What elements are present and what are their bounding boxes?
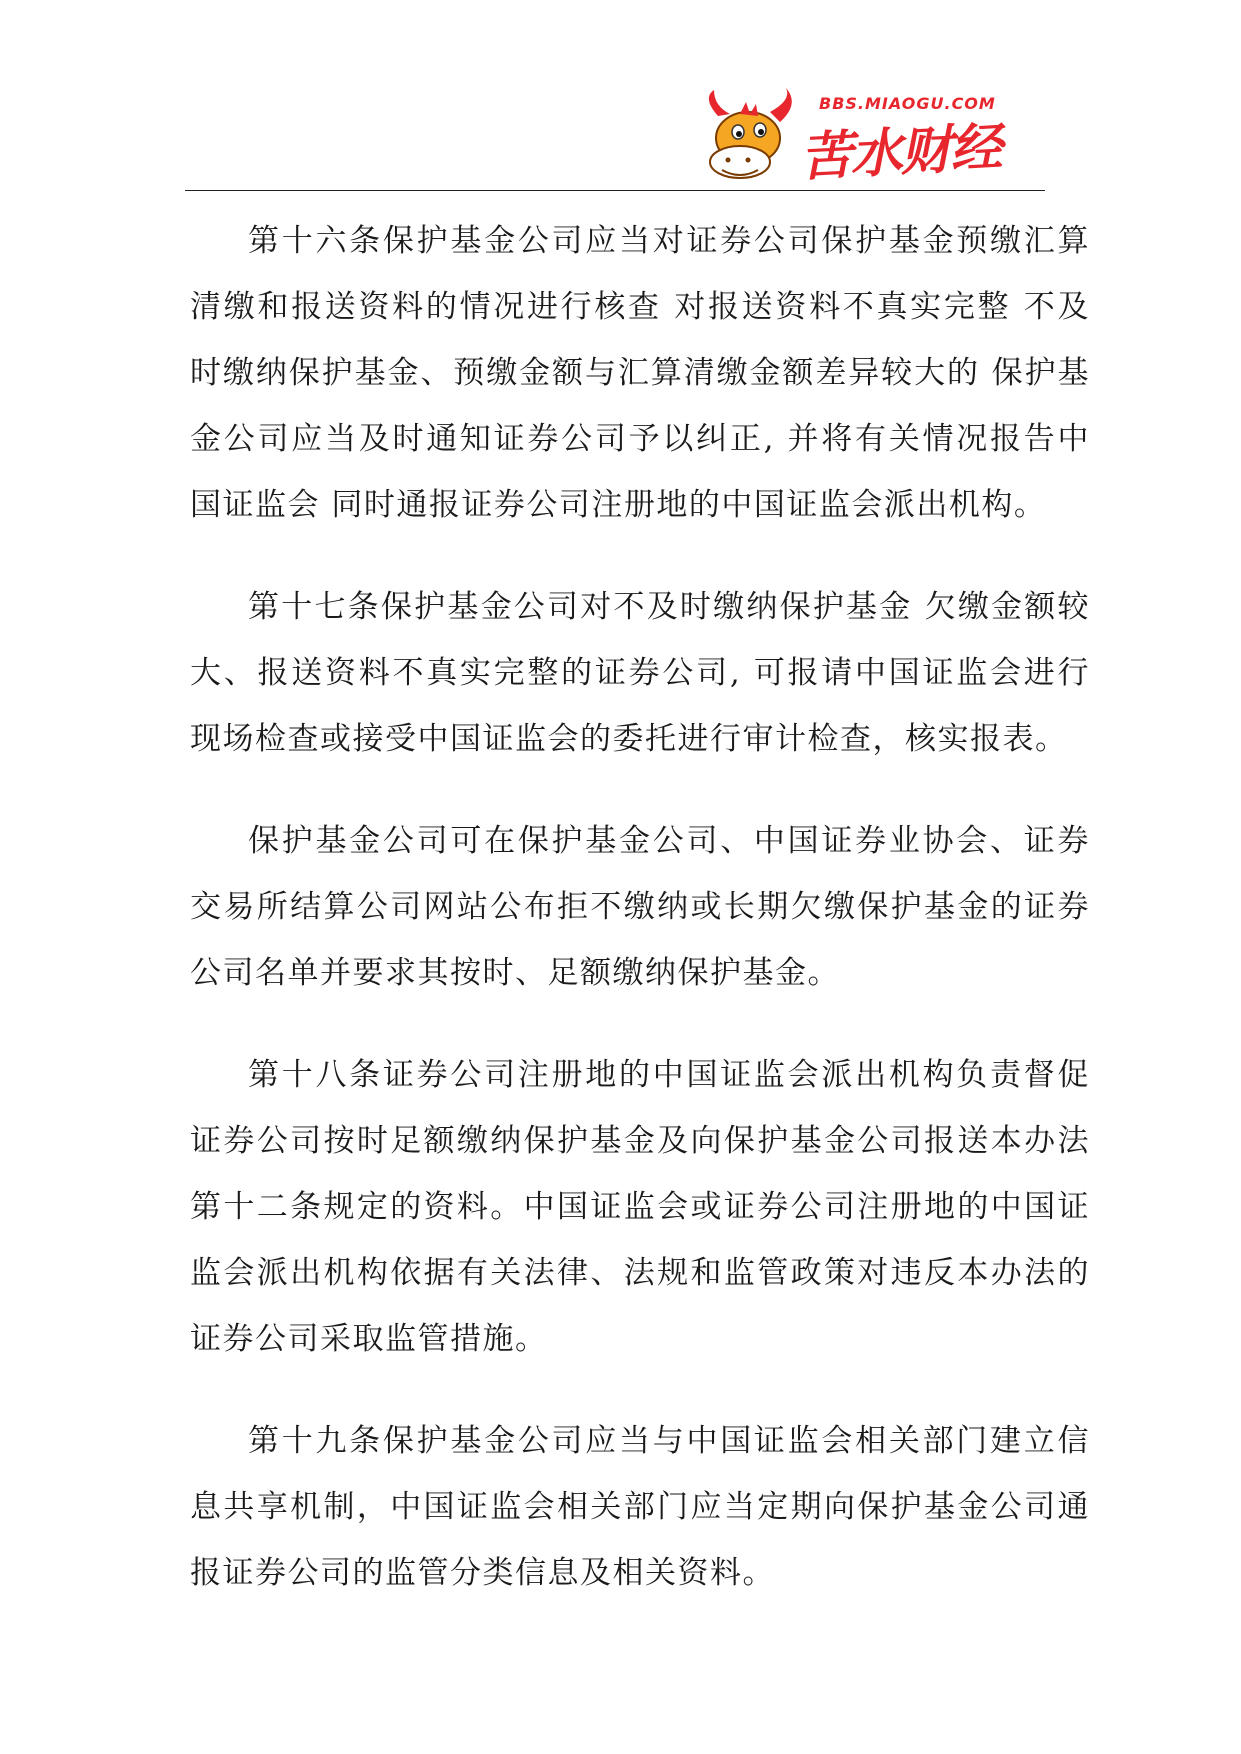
page-header [0,0,1241,200]
article-16-paragraph: 第十六条保护基金公司应当对证券公司保护基金预缴汇算清缴和报送资料的情况进行核查 对报送资料不真实完整 不及时缴纳保护基金、预缴金额与汇算清缴金额差异较大的 保护基金公司应当及时通知证券公司予以纠正, 并将有关情况报告中国证监会 同时通报证券公司注册地的中国证监会派出机构。 [190,223,1090,523]
article-19-paragraph: 第十九条保护基金公司应当与中国证监会相关部门建立信息共享机制，中国证监会相关部门应当定期向保护基金公司通报证券公司的监管分类信息及相关资料。 [190,1423,1090,1591]
header-divider [185,190,1045,191]
article-18-paragraph: 第十八条证券公司注册地的中国证监会派出机构负责督促证券公司按时足额缴纳保护基金及向保护基金公司报送本办法第十二条规定的资料。中国证监会或证券公司注册地的中国证监会派出机构依据有关法律、法规和监管政策对违反本办法的证券公司采取监管措施。 [190,1057,1090,1357]
site-logo[interactable] [700,88,1030,188]
article-17-paragraph: 第十七条保护基金公司对不及时缴纳保护基金 欠缴金额较大、报送资料不真实完整的证券公司, 可报请中国证监会进行现场检查或接受中国证监会的委托进行审计检查，核实报表。 [190,589,1090,757]
bull-mascot-icon [700,88,810,188]
article-17-continuation-paragraph: 保护基金公司可在保护基金公司、中国证券业协会、证券交易所结算公司网站公布拒不缴纳或长期欠缴保护基金的证券公司名单并要求其按时、足额缴纳保护基金。 [190,823,1090,991]
logo-url: BBS.MIAOGU.COM [819,94,996,113]
logo-name: 苦水财经 [798,117,1002,189]
document-body [190,208,1090,1642]
